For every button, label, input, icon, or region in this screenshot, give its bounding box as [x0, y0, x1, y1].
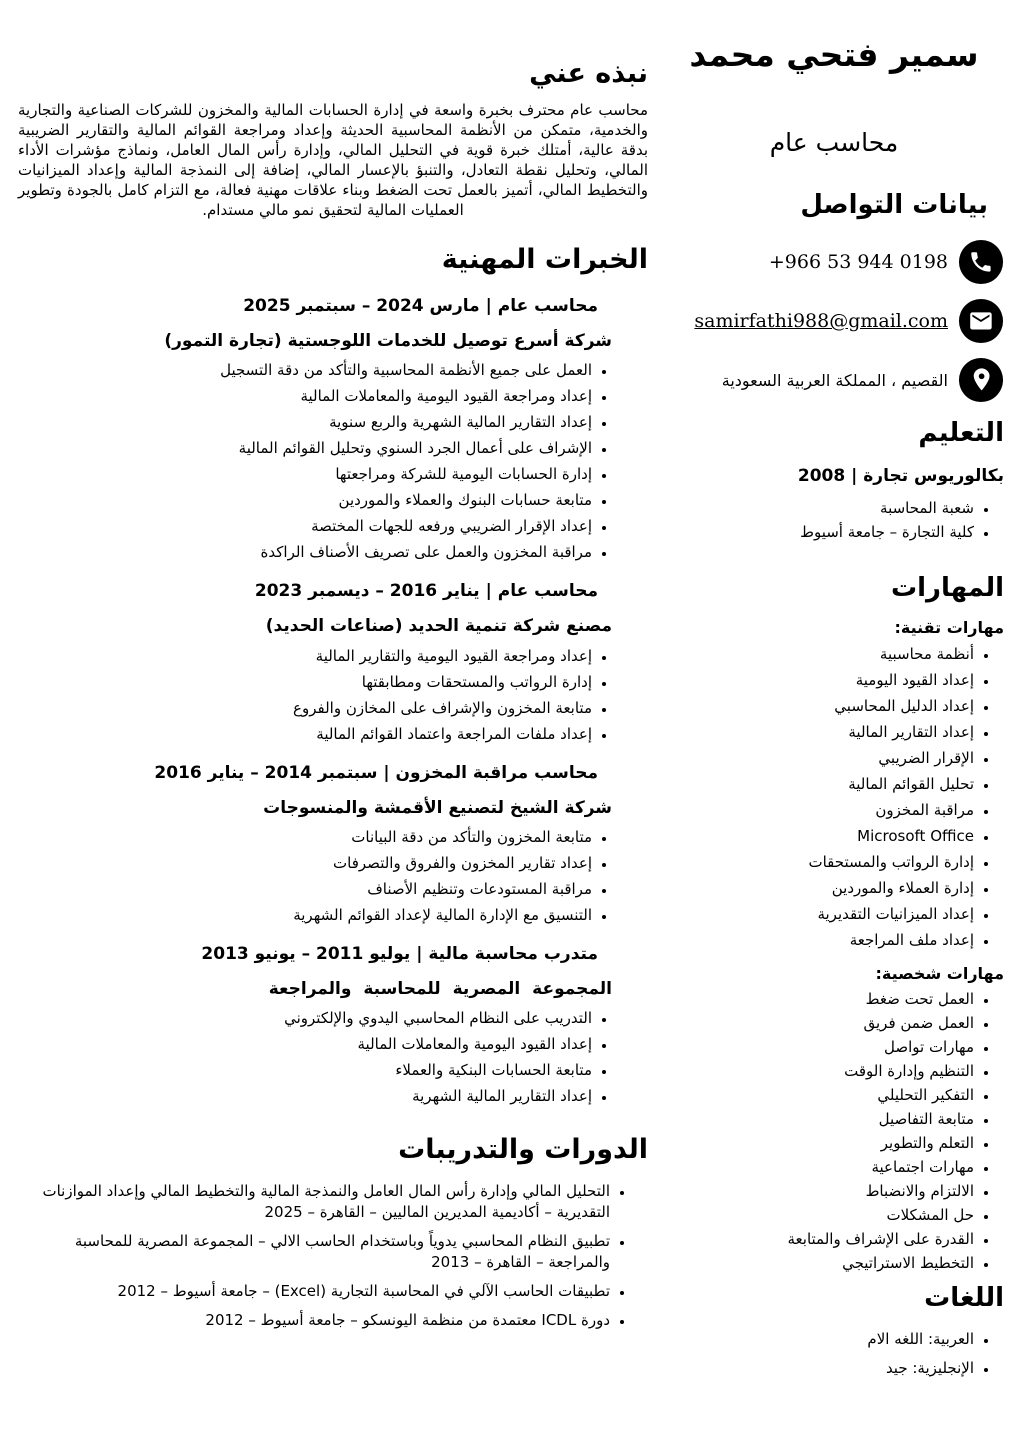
- about-section-title: نبذه عني: [529, 58, 648, 89]
- courses-list: [18, 1181, 648, 1331]
- job-bullet: • إعداد ومراجعة القيود اليومية والمعاملات المالية: [18, 386, 592, 406]
- languages-section-title: اللغات: [924, 1282, 1004, 1313]
- experience-section-title: الخبرات المهنية: [441, 244, 648, 276]
- job-company: مصنع شركة تنمية الحديد (صناعات الحديد): [265, 616, 612, 637]
- skill-item: • إعداد الميزانيات التقديرية: [664, 902, 974, 926]
- candidate-job-title: محاسب عام: [769, 127, 899, 157]
- job-entry: [18, 295, 648, 562]
- email-link[interactable]: samirfathi988@gmail.com: [694, 310, 948, 333]
- job-bullets: [18, 827, 648, 925]
- contact-phone-row: [664, 239, 1004, 285]
- job-bullet: • إعداد ملفات المراجعة واعتماد القوائم المالية: [18, 724, 592, 744]
- skill-item: • إدارة العملاء والموردين: [664, 876, 974, 900]
- skill-item: • إعداد التقارير المالية: [664, 720, 974, 744]
- job-company: شركة الشيخ لتصنيع الأقمشة والمنسوجات: [263, 797, 612, 818]
- skill-item: • التخطيط الاستراتيجي: [664, 1252, 974, 1274]
- job-bullet: • متابعة حسابات البنوك والعملاء والموردين: [18, 490, 592, 510]
- phone-number: +966 53 944 0198: [768, 251, 948, 274]
- skill-item: • التعلم والتطوير: [664, 1132, 974, 1154]
- skill-item: • حل المشكلات: [664, 1204, 974, 1226]
- job-entry: [18, 943, 648, 1106]
- job-bullets: [18, 646, 648, 744]
- course-item: • تطبيق النظام المحاسبي يدوياً وباستخدام الحاسب الالي – المجموعة المصرية للمحاسبة والمراجعة – القاهرة – 2013: [18, 1231, 610, 1273]
- job-bullet: • إعداد تقارير المخزون والفروق والتصرفات: [18, 853, 592, 873]
- courses-section-title: الدورات والتدريبات: [398, 1133, 648, 1165]
- skill-item: • إدارة الرواتب والمستحقات: [664, 850, 974, 874]
- job-bullet: • إعداد التقارير المالية الشهرية: [18, 1086, 592, 1106]
- job-role-period: متدرب محاسبة مالية | يوليو 2011 – يونيو 2013: [201, 943, 598, 964]
- job-bullet: • متابعة المخزون والإشراف على المخازن والفروع: [18, 698, 592, 718]
- course-item: • تطبيقات الحاسب الآلي في المحاسبة التجارية (Excel) – جامعة أسيوط – 2012: [18, 1281, 610, 1302]
- location-text: القصيم ، المملكة العربية السعودية: [721, 370, 948, 390]
- skill-item: • مراقبة المخزون: [664, 798, 974, 822]
- job-bullets: [18, 1008, 648, 1106]
- course-item: • التحليل المالي وإدارة رأس المال العامل والنمذجة المالية والتخطيط المالي وإعداد الموازنات التقديرية – أكاديمية المديرين الماليين – القاهرة – 2025: [18, 1181, 610, 1223]
- job-bullet: • الإشراف على أعمال الجرد السنوي وتحليل القوائم المالية: [18, 438, 592, 458]
- contact-location-row: [664, 357, 1004, 403]
- right-column: [656, 0, 1024, 1448]
- technical-skills-label: مهارات تقنية:: [894, 617, 1004, 637]
- job-bullet: • إعداد القيود اليومية والمعاملات المالية: [18, 1034, 592, 1054]
- skill-item: • القدرة على الإشراف والمتابعة: [664, 1228, 974, 1250]
- job-entry: [18, 580, 648, 743]
- job-bullet: • متابعة المخزون والتأكد من دقة البيانات: [18, 827, 592, 847]
- job-bullet: • إعداد الإقرار الضريبي ورفعه للجهات المختصة: [18, 516, 592, 536]
- skill-item: • العمل ضمن فريق: [664, 1012, 974, 1034]
- skill-item: • متابعة التفاصيل: [664, 1108, 974, 1130]
- education-item: • شعبة المحاسبة: [664, 497, 974, 520]
- education-section-title: التعليم: [918, 418, 1004, 449]
- job-bullet: • العمل على جميع الأنظمة المحاسبية والتأكد من دقة التسجيل: [18, 360, 592, 380]
- job-role-period: محاسب عام | مارس 2024 – سبتمبر 2025: [243, 296, 598, 317]
- contact-email-row: [664, 298, 1004, 344]
- candidate-name: سمير فتحي محمد: [689, 35, 979, 74]
- skills-section-title: المهارات: [890, 573, 1004, 604]
- skill-item: • تحليل القوائم المالية: [664, 772, 974, 796]
- personal-skills-label: مهارات شخصية:: [875, 963, 1004, 983]
- personal-skills-list: [664, 988, 1004, 1274]
- skill-item: • مهارات تواصل: [664, 1036, 974, 1058]
- job-bullet: • التنسيق مع الإدارة المالية لإعداد القوائم الشهرية: [18, 905, 592, 925]
- skill-item: • مهارات اجتماعية: [664, 1156, 974, 1178]
- skill-item: • التنظيم وإدارة الوقت: [664, 1060, 974, 1082]
- job-bullets: [18, 360, 648, 562]
- job-bullet: • التدريب على النظام المحاسبي اليدوي والإلكتروني: [18, 1008, 592, 1028]
- skill-item: • التفكير التحليلي: [664, 1084, 974, 1106]
- course-item: • دورة ICDL معتمدة من منظمة اليونسكو – جامعة أسيوط – 2012: [18, 1310, 610, 1331]
- job-bullet: • مراقبة المستودعات وتنظيم الأصناف: [18, 879, 592, 899]
- job-entry: [18, 762, 648, 925]
- skill-item: • الإقرار الضريبي: [664, 746, 974, 770]
- job-role-period: محاسب مراقبة المخزون | سبتمبر 2014 – يناير 2016: [154, 762, 598, 783]
- skill-item: • أنظمة محاسبية: [664, 642, 974, 666]
- about-text: محاسب عام محترف بخبرة واسعة في إدارة الحسابات المالية والمخزون للشركات الصناعية والتجارية والخدمية، متمكن من الأنظمة المحاسبية الحديثة وإعداد ومراجعة القوائم المالية والتقارير الضريبية بدقة عالية، أمتلك خبرة قوية في التحليل المالي، وإدارة رأس المال العامل، ونماذج مؤشرات الأداء المالي، وتحليل نقطة التعادل، والتنبؤ بالإعسار المالي، إضافة إلى النمذجة المالية وإعداد الميزانيات والتخطيط المالي، أتميز بالعمل تحت الضغط وبناء علاقات مهنية فعالة، مع التزام كامل بالجودة وتطوير العمليات المالية لتحقيق نمو مالي مستدام.: [18, 101, 648, 220]
- technical-skills-list: [664, 642, 1004, 952]
- skill-item: • إعداد القيود اليومية: [664, 668, 974, 692]
- job-role-period: محاسب عام | يناير 2016 – ديسمبر 2023: [254, 581, 598, 602]
- job-bullet: • متابعة الحسابات البنكية والعملاء: [18, 1060, 592, 1080]
- job-company: شركة أسرع توصيل للخدمات اللوجستية (تجارة التمور): [164, 331, 612, 352]
- skill-item: • Microsoft Office: [664, 824, 974, 848]
- skill-item: • إعداد ملف المراجعة: [664, 928, 974, 952]
- education-list: [664, 497, 1004, 544]
- job-bullet: • إعداد التقارير المالية الشهرية والربع سنوية: [18, 412, 592, 432]
- job-bullet: • إدارة الرواتب والمستحقات ومطابقتها: [18, 672, 592, 692]
- degree: بكالوريوس تجارة | 2008: [797, 465, 1004, 486]
- job-company: المجموعة المصرية للمحاسبة والمراجعة: [268, 978, 612, 999]
- skill-item: • العمل تحت ضغط: [664, 988, 974, 1010]
- job-bullet: • إدارة الحسابات اليومية للشركة ومراجعتها: [18, 464, 592, 484]
- contact-section-title: بيانات التواصل: [800, 190, 988, 221]
- skill-item: • إعداد الدليل المحاسبي: [664, 694, 974, 718]
- email-icon: [958, 298, 1004, 344]
- phone-icon: [958, 239, 1004, 285]
- job-bullet: • مراقبة المخزون والعمل على تصريف الأصناف الراكدة: [18, 542, 592, 562]
- education-item: • كلية التجارة – جامعة أسيوط: [664, 521, 974, 544]
- language-item: • الإنجليزية: جيد: [664, 1355, 974, 1381]
- languages-list: [664, 1326, 1004, 1381]
- skill-item: • الالتزام والانضباط: [664, 1180, 974, 1202]
- language-item: • العربية: اللغه الام: [664, 1326, 974, 1352]
- contact-rows: [664, 239, 1004, 403]
- job-bullet: • إعداد ومراجعة القيود اليومية والتقارير المالية: [18, 646, 592, 666]
- location-icon: [958, 357, 1004, 403]
